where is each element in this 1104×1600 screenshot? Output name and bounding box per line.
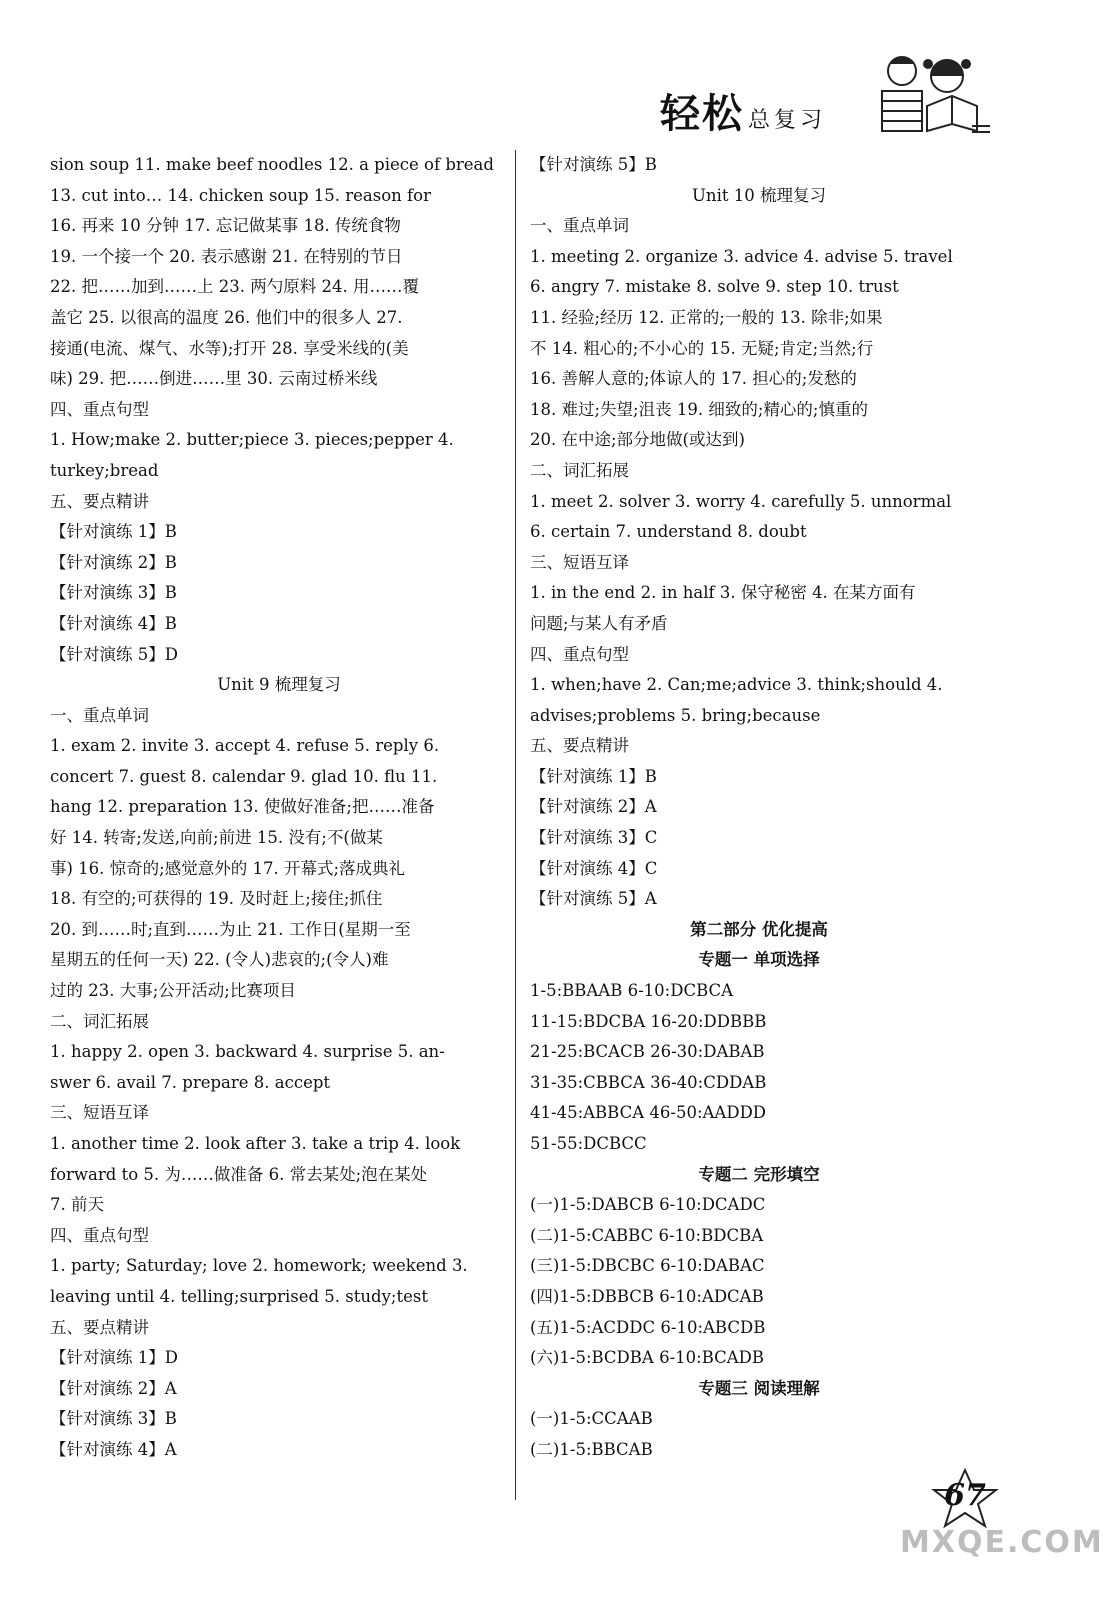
text-line: advises;problems 5. bring;because bbox=[530, 705, 821, 725]
text-line: 6. certain 7. understand 8. doubt bbox=[530, 522, 807, 542]
answer-key-line: 31-35:CBBCA 36-40:CDDAB bbox=[530, 1072, 767, 1092]
text-line: 19. 一个接一个 20. 表示感谢 21. 在特别的节日 bbox=[50, 246, 403, 266]
topic-heading: 专题二 完形填空 bbox=[698, 1164, 820, 1184]
text-line: 1. when;have 2. Can;me;advice 3. think;should 4. bbox=[530, 675, 943, 695]
answer-line: 【针对演练 5】D bbox=[50, 644, 178, 664]
section-heading: 三、短语互译 bbox=[50, 1103, 149, 1123]
text-line: 味) 29. 把……倒进……里 30. 云南过桥米线 bbox=[50, 369, 378, 389]
answer-key-line: (五)1-5:ACDDC 6-10:ABCDB bbox=[530, 1317, 766, 1337]
left-column bbox=[50, 150, 508, 1466]
text-line: 6. angry 7. mistake 8. solve 9. step 10. trust bbox=[530, 277, 899, 297]
section-heading: 五、要点精讲 bbox=[530, 736, 629, 756]
text-line: 1. meeting 2. organize 3. advice 4. advise 5. travel bbox=[530, 246, 953, 266]
section-heading: 五、要点精讲 bbox=[50, 1317, 149, 1337]
answer-line: 【针对演练 3】C bbox=[530, 828, 658, 848]
text-line: 20. 在中途;部分地做(或达到) bbox=[530, 430, 745, 450]
text-line: 1. meet 2. solver 3. worry 4. carefully 5. unnormal bbox=[530, 491, 952, 511]
answer-line: 【针对演练 1】B bbox=[530, 766, 657, 786]
text-line: 1. happy 2. open 3. backward 4. surprise 5. an- bbox=[50, 1042, 445, 1062]
text-line: turkey;bread bbox=[50, 460, 159, 480]
text-line: 星期五的任何一天) 22. (令人)悲哀的;(令人)难 bbox=[50, 950, 389, 970]
answer-line: 【针对演练 5】A bbox=[530, 889, 657, 909]
page-number-badge bbox=[930, 1468, 1000, 1528]
text-line: 13. cut into… 14. chicken soup 15. reason for bbox=[50, 185, 431, 205]
answer-line: 【针对演练 2】A bbox=[50, 1378, 177, 1398]
section-heading: 一、重点单词 bbox=[530, 216, 629, 236]
text-line: 好 14. 转寄;发送,向前;前进 15. 没有;不(做某 bbox=[50, 828, 383, 848]
unit-heading: Unit 10 梳理复习 bbox=[692, 185, 826, 205]
page-number: 67 bbox=[944, 1478, 986, 1513]
text-line: 1. party; Saturday; love 2. homework; weekend 3. bbox=[50, 1256, 468, 1276]
section-heading: 一、重点单词 bbox=[50, 705, 149, 725]
answer-line: 【针对演练 4】B bbox=[50, 613, 177, 633]
watermark: MXQE.COM bbox=[900, 1525, 1104, 1560]
text-line: 盖它 25. 以很高的温度 26. 他们中的很多人 27. bbox=[50, 307, 403, 327]
header-title-main: 轻松 bbox=[660, 91, 744, 137]
answer-key-line: (二)1-5:CABBC 6-10:BDCBA bbox=[530, 1225, 764, 1245]
answer-line: 【针对演练 5】B bbox=[530, 155, 657, 174]
answer-line: 【针对演练 3】B bbox=[50, 1409, 177, 1429]
kids-reading-illustration bbox=[872, 46, 992, 141]
unit-heading: Unit 9 梳理复习 bbox=[217, 675, 341, 695]
text-line: concert 7. guest 8. calendar 9. glad 10. flu 11. bbox=[50, 766, 438, 786]
topic-heading: 专题三 阅读理解 bbox=[698, 1378, 820, 1398]
answer-line: 【针对演练 3】B bbox=[50, 583, 177, 603]
text-line: hang 12. preparation 13. 使做好准备;把……准备 bbox=[50, 797, 435, 817]
answer-key-line: (一)1-5:DABCB 6-10:DCADC bbox=[530, 1195, 766, 1215]
answer-key-line: 51-55:DCBCC bbox=[530, 1134, 647, 1153]
text-line: 20. 到……时;直到……为止 21. 工作日(星期一至 bbox=[50, 919, 411, 939]
answer-key-line: 41-45:ABBCA 46-50:AADDD bbox=[530, 1103, 767, 1123]
section-heading: 四、重点句型 bbox=[50, 399, 149, 419]
answer-key-line: 21-25:BCACB 26-30:DABAB bbox=[530, 1042, 765, 1062]
section-heading: 二、词汇拓展 bbox=[530, 460, 629, 480]
answer-line: 【针对演练 2】A bbox=[530, 797, 657, 817]
section-heading: 二、词汇拓展 bbox=[50, 1011, 149, 1031]
answer-line: 【针对演练 1】D bbox=[50, 1348, 178, 1368]
header-title bbox=[660, 82, 826, 139]
answer-key-line: 11-15:BDCBA 16-20:DDBBB bbox=[530, 1011, 767, 1031]
text-line: 1. another time 2. look after 3. take a trip 4. look bbox=[50, 1134, 461, 1153]
section-heading: 三、短语互译 bbox=[530, 552, 629, 572]
answer-key-line: (六)1-5:BCDBA 6-10:BCADB bbox=[530, 1348, 765, 1368]
section-heading: 四、重点句型 bbox=[50, 1225, 149, 1245]
answer-key-line: 1-5:BBAAB 6-10:DCBCA bbox=[530, 981, 734, 1001]
text-line: 1. exam 2. invite 3. accept 4. refuse 5. reply 6. bbox=[50, 736, 440, 756]
text-line: 18. 难过;失望;沮丧 19. 细致的;精心的;慎重的 bbox=[530, 399, 868, 419]
answer-line: 【针对演练 4】A bbox=[50, 1439, 177, 1459]
text-line: 接通(电流、煤气、水等);打开 28. 享受米线的(美 bbox=[50, 338, 409, 358]
answer-line: 【针对演练 4】C bbox=[530, 858, 658, 878]
answer-line: 【针对演练 1】B bbox=[50, 522, 177, 542]
answer-key-line: (二)1-5:BBCAB bbox=[530, 1439, 653, 1459]
text-line: sion soup 11. make beef noodles 12. a piece of bread bbox=[50, 155, 494, 174]
text-line: 11. 经验;经历 12. 正常的;一般的 13. 除非;如果 bbox=[530, 307, 883, 327]
answer-line: 【针对演练 2】B bbox=[50, 552, 177, 572]
right-column bbox=[530, 150, 988, 1466]
text-line: 问题;与某人有矛盾 bbox=[530, 613, 668, 633]
text-line: 不 14. 粗心的;不小心的 15. 无疑;肯定;当然;行 bbox=[530, 338, 874, 358]
text-line: 16. 善解人意的;体谅人的 17. 担心的;发愁的 bbox=[530, 369, 857, 389]
text-line: 1. How;make 2. butter;piece 3. pieces;pepper 4. bbox=[50, 430, 454, 450]
text-line: 18. 有空的;可获得的 19. 及时赶上;接住;抓住 bbox=[50, 889, 383, 909]
text-line: 16. 再来 10 分钟 17. 忘记做某事 18. 传统食物 bbox=[50, 216, 401, 236]
text-line: forward to 5. 为……做准备 6. 常去某处;泡在某处 bbox=[50, 1164, 428, 1184]
text-line: 7. 前天 bbox=[50, 1195, 104, 1215]
text-line: swer 6. avail 7. prepare 8. accept bbox=[50, 1072, 331, 1092]
answer-key-line: (四)1-5:DBBCB 6-10:ADCAB bbox=[530, 1286, 764, 1306]
answer-key-line: (三)1-5:DBCBC 6-10:DABAC bbox=[530, 1256, 765, 1276]
text-line: leaving until 4. telling;surprised 5. study;test bbox=[50, 1286, 428, 1306]
part-heading: 第二部分 优化提高 bbox=[690, 919, 828, 939]
topic-heading: 专题一 单项选择 bbox=[698, 950, 820, 970]
header-title-sub: 总复习 bbox=[748, 108, 827, 133]
answer-key-line: (一)1-5:CCAAB bbox=[530, 1409, 653, 1429]
text-line: 过的 23. 大事;公开活动;比赛项目 bbox=[50, 981, 296, 1001]
section-heading: 五、要点精讲 bbox=[50, 491, 149, 511]
section-heading: 四、重点句型 bbox=[530, 644, 629, 664]
text-line: 事) 16. 惊奇的;感觉意外的 17. 开幕式;落成典礼 bbox=[50, 858, 406, 878]
text-line: 22. 把……加到……上 23. 两勺原料 24. 用……覆 bbox=[50, 277, 419, 297]
column-divider bbox=[515, 150, 516, 1500]
text-line: 1. in the end 2. in half 3. 保守秘密 4. 在某方面有 bbox=[530, 583, 916, 603]
